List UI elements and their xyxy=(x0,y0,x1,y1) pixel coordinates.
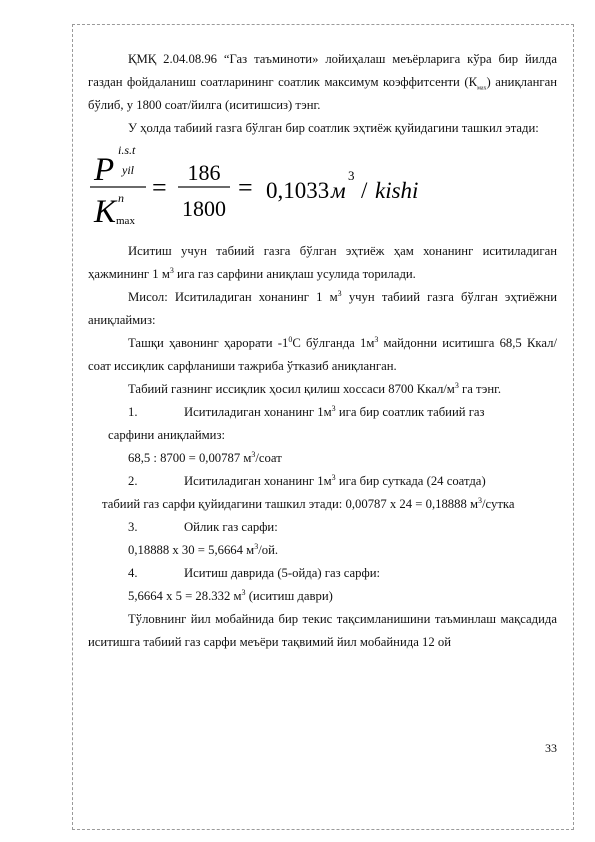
paragraph-heating: Иситиш учун табиий газга бўлган эҳтиёж ҳам хонанинг иситиладиган ҳажмининг 1 $м^3$ ига газ сарфини аниқлаш усулида торилади. xyxy=(88,244,557,281)
list-item-2 xyxy=(88,470,557,493)
formula-equals-2: = xyxy=(238,173,253,202)
formula-p-sub: yil xyxy=(122,163,134,177)
calc-3: 0,18888 x 30 = 5,6664 $м^3/ой$. xyxy=(128,541,279,557)
formula-denominator: 1800 xyxy=(182,196,226,221)
formula-P: P xyxy=(94,152,115,188)
list-text-2-cont: табиий газ сарфи қуйидагини ташкил этади: 0,00787 x 24 = 0,18888 $м^3$/сутка xyxy=(102,495,515,511)
list-number-2: 2. xyxy=(128,474,138,488)
formula-slash: / xyxy=(361,178,368,203)
formula-svg xyxy=(88,140,557,232)
list-number-4: 4. xyxy=(128,566,138,580)
formula-p-sup: i.s.t xyxy=(118,143,136,157)
list-text-4: Иситиш даврида (5-ойда) газ сарфи: xyxy=(184,566,381,580)
formula-per: kishi xyxy=(375,178,419,203)
list-item-3 xyxy=(88,516,557,539)
formula-numerator: 186 xyxy=(187,160,221,185)
paragraph-coefficient: ҚМҚ 2.04.08.96 “Газ таъминоти» лойиҳалаш меъёрларига кўра бир йилда газдан фойдаланиш соатларининг соатлик максимум коэффитсенти $(К_{мах})$ аниқланган бўлиб, у 1800 соат/йилга (иситишсиз) тэнг. xyxy=(88,52,557,112)
list-item-4 xyxy=(88,562,557,585)
list-text-2: Иситиладиган хонанинг $1м^3$ ига бир суткада (24 соатда) xyxy=(184,472,486,488)
paragraph-hourly-demand: У ҳолда табиий газга бўлган бир соатлик эҳтиёж қуйидагини ташкил этади: xyxy=(128,121,539,135)
calc-4: 5,6664 x 5 = 28.332 $м^3$ (иситиш даври) xyxy=(128,587,333,603)
formula-unit: м xyxy=(331,178,346,203)
list-number-3: 3. xyxy=(128,520,138,534)
page-number: 33 xyxy=(545,741,557,755)
document-page xyxy=(88,48,557,654)
formula-k-sub: max xyxy=(116,215,135,227)
paragraph-temperature: Ташқи ҳавонинг ҳарорати $-1^0С$ бўлганда $1м^3$ майдонни иситишга 68,5 Ккал/соат иссиқлик сарфланиши тажриба ўтказиб аниқланган. xyxy=(88,334,557,373)
list-text-3: Ойлик газ сарфи: xyxy=(184,520,278,534)
formula-unit-sup: 3 xyxy=(348,168,355,183)
formula-k-sup: n xyxy=(118,191,124,205)
formula-hourly-gas xyxy=(88,140,557,232)
formula-K: K xyxy=(94,194,117,230)
paragraph-payment: Тўловнинг йил мобайнида бир текис тақсимланишини таъминлаш мақсадида иситишга табиий газ сарфи меъёри тақвимий йил мобайнида 12 ой xyxy=(88,612,557,649)
formula-value: 0,1033 xyxy=(266,178,330,203)
calc-1: 68,5 : 8700 = 0,00787 $м^3$/соат xyxy=(128,449,282,465)
list-text-1: Иситиладиган хонанинг $1м^3$ ига бир соатлик табиий газ xyxy=(184,403,485,419)
formula-equals: = xyxy=(152,173,167,202)
list-text-1-cont: сарфини аниқлаймиз: xyxy=(108,428,226,442)
paragraph-heat-value: Табиий газнинг иссиқлик ҳосил қилиш хоссаси 8700 Ккал/$м^3$ га тэнг. xyxy=(128,380,502,396)
list-number-1: 1. xyxy=(128,405,138,419)
list-item-1 xyxy=(88,401,557,424)
paragraph-example: Мисол: Иситиладиган хонанинг 1 $м^3$ учун табиий газга бўлган эҳтиёжни аниқлаймиз: xyxy=(88,288,557,327)
